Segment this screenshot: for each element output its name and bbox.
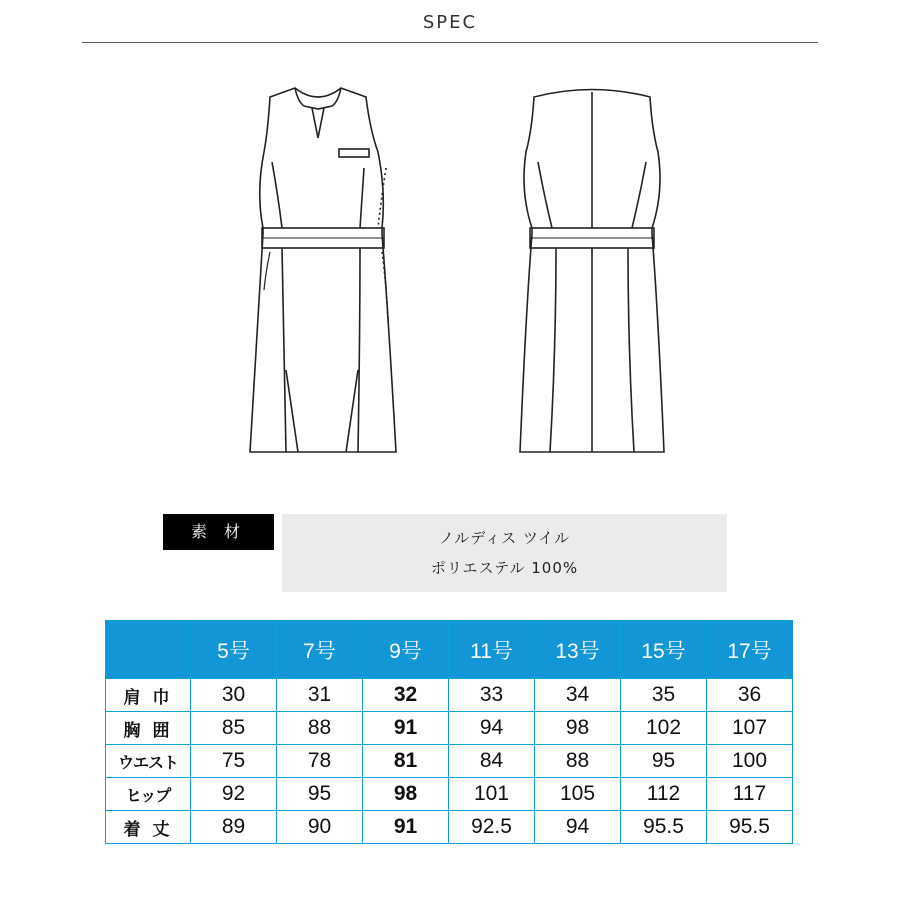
row-label-waist: ウエスト: [106, 745, 191, 778]
table-cell: 33: [449, 679, 535, 712]
table-cell: 95.5: [707, 811, 793, 844]
size-column-header: 17号: [707, 621, 793, 679]
table-cell: 100: [707, 745, 793, 778]
table-cell: 84: [449, 745, 535, 778]
table-cell: 94: [449, 712, 535, 745]
table-cell: 107: [707, 712, 793, 745]
material-label: 素 材: [163, 514, 274, 550]
table-cell: 91: [363, 811, 449, 844]
table-cell: 78: [277, 745, 363, 778]
table-cell: 75: [191, 745, 277, 778]
material-description: [282, 514, 727, 592]
table-cell: 85: [191, 712, 277, 745]
table-cell: 95: [621, 745, 707, 778]
size-column-header: 7号: [277, 621, 363, 679]
table-cell: 90: [277, 811, 363, 844]
page-title: SPEC: [422, 12, 478, 33]
size-column-header: 15号: [621, 621, 707, 679]
table-cell: 92: [191, 778, 277, 811]
garment-back-illustration: [512, 80, 672, 460]
table-cell: 36: [707, 679, 793, 712]
size-column-header: 11号: [449, 621, 535, 679]
table-cell: 94: [535, 811, 621, 844]
table-cell: 92.5: [449, 811, 535, 844]
table-cell: 88: [277, 712, 363, 745]
title-divider: [82, 42, 818, 43]
size-header-row: [106, 621, 793, 679]
table-corner-cell: [106, 621, 191, 679]
table-cell: 98: [363, 778, 449, 811]
table-row: [106, 745, 793, 778]
table-row: [106, 778, 793, 811]
size-chart-table: [105, 620, 793, 844]
table-cell: 101: [449, 778, 535, 811]
table-cell: 81: [363, 745, 449, 778]
size-column-header: 9号: [363, 621, 449, 679]
table-cell: 88: [535, 745, 621, 778]
table-cell: 112: [621, 778, 707, 811]
material-composition: ポリエステル 100%: [430, 559, 579, 577]
table-cell: 35: [621, 679, 707, 712]
table-cell: 95.5: [621, 811, 707, 844]
table-row: [106, 811, 793, 844]
size-column-header: 5号: [191, 621, 277, 679]
row-label-hip: ヒップ: [106, 778, 191, 811]
material-fabric-name: ノルディス ツイル: [438, 529, 571, 547]
table-cell: 32: [363, 679, 449, 712]
table-cell: 98: [535, 712, 621, 745]
table-cell: 30: [191, 679, 277, 712]
table-cell: 95: [277, 778, 363, 811]
table-cell: 102: [621, 712, 707, 745]
table-row: [106, 712, 793, 745]
table-cell: 91: [363, 712, 449, 745]
table-cell: 89: [191, 811, 277, 844]
row-label-bust: 胸 囲: [106, 712, 191, 745]
row-label-length: 着 丈: [106, 811, 191, 844]
size-column-header: 13号: [535, 621, 621, 679]
table-cell: 117: [707, 778, 793, 811]
table-cell: 31: [277, 679, 363, 712]
row-label-shoulder: 肩 巾: [106, 679, 191, 712]
table-row: [106, 679, 793, 712]
garment-front-illustration: [238, 80, 398, 460]
table-cell: 105: [535, 778, 621, 811]
table-cell: 34: [535, 679, 621, 712]
